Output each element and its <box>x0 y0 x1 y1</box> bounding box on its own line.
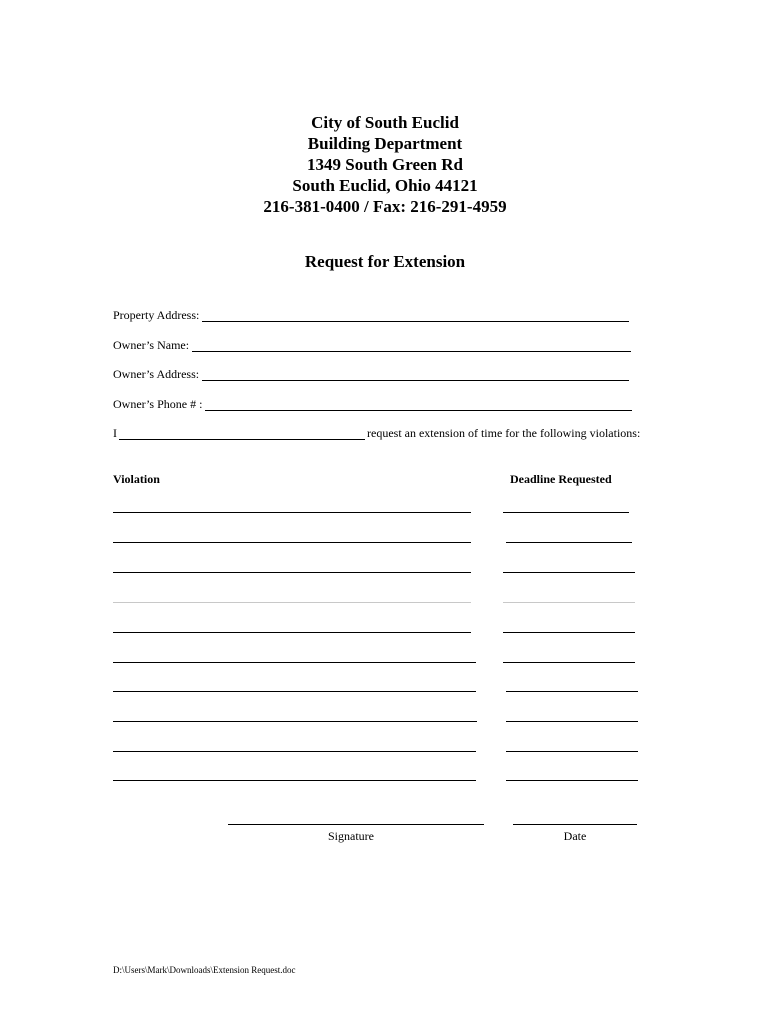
date-label: Date <box>563 829 587 843</box>
violation-line[interactable] <box>113 632 471 633</box>
department-name: Building Department <box>307 134 463 153</box>
deadline-line[interactable] <box>503 572 635 573</box>
deadline-line[interactable] <box>506 721 638 722</box>
violation-line[interactable] <box>113 662 476 663</box>
violation-line[interactable] <box>113 780 476 781</box>
property-address-field[interactable] <box>113 308 629 322</box>
phone-fax: 216-381-0400 / Fax: 216-291-4959 <box>263 197 507 216</box>
form-title: Request for Extension <box>304 252 466 271</box>
street-address: 1349 South Green Rd <box>306 155 463 174</box>
declarant-name-line[interactable] <box>119 429 365 440</box>
letterhead <box>0 112 770 217</box>
owners-address-label: Owner’s Address: <box>113 367 200 381</box>
declaration-line <box>113 426 653 441</box>
deadline-line[interactable] <box>503 662 635 663</box>
declaration-prefix: I <box>113 426 117 440</box>
owners-name-line[interactable] <box>192 341 631 352</box>
signature-line[interactable] <box>228 824 484 825</box>
deadline-line[interactable] <box>506 542 632 543</box>
owners-address-line[interactable] <box>202 370 629 381</box>
city-name: City of South Euclid <box>311 113 459 132</box>
owners-phone-line[interactable] <box>205 400 632 411</box>
deadline-line[interactable] <box>503 602 635 603</box>
deadline-line[interactable] <box>503 632 635 633</box>
deadline-column-header: Deadline Requested <box>510 472 612 486</box>
owners-phone-label: Owner’s Phone # : <box>113 397 203 411</box>
deadline-line[interactable] <box>506 780 638 781</box>
owners-name-label: Owner’s Name: <box>113 338 190 352</box>
city-state-zip: South Euclid, Ohio 44121 <box>292 176 478 195</box>
owners-address-field[interactable] <box>113 367 629 381</box>
violation-line[interactable] <box>113 721 477 722</box>
deadline-line[interactable] <box>503 512 629 513</box>
violation-line[interactable] <box>113 691 476 692</box>
date-line[interactable] <box>513 824 637 825</box>
file-path-footer: D:\Users\Mark\Downloads\Extension Request.doc <box>113 965 296 975</box>
deadline-line[interactable] <box>506 751 638 752</box>
violation-column-header: Violation <box>113 472 160 486</box>
signature-label: Signature <box>328 829 374 843</box>
violation-line[interactable] <box>113 542 471 543</box>
violation-line[interactable] <box>113 602 471 603</box>
owners-name-field[interactable] <box>113 338 631 352</box>
deadline-line[interactable] <box>506 691 638 692</box>
declaration-text: request an extension of time for the following violations: <box>367 426 641 440</box>
owners-phone-field[interactable] <box>113 397 632 411</box>
violation-line[interactable] <box>113 751 476 752</box>
violation-line[interactable] <box>113 572 471 573</box>
property-address-label: Property Address: <box>113 308 200 322</box>
violation-line[interactable] <box>113 512 471 513</box>
property-address-line[interactable] <box>202 311 629 322</box>
